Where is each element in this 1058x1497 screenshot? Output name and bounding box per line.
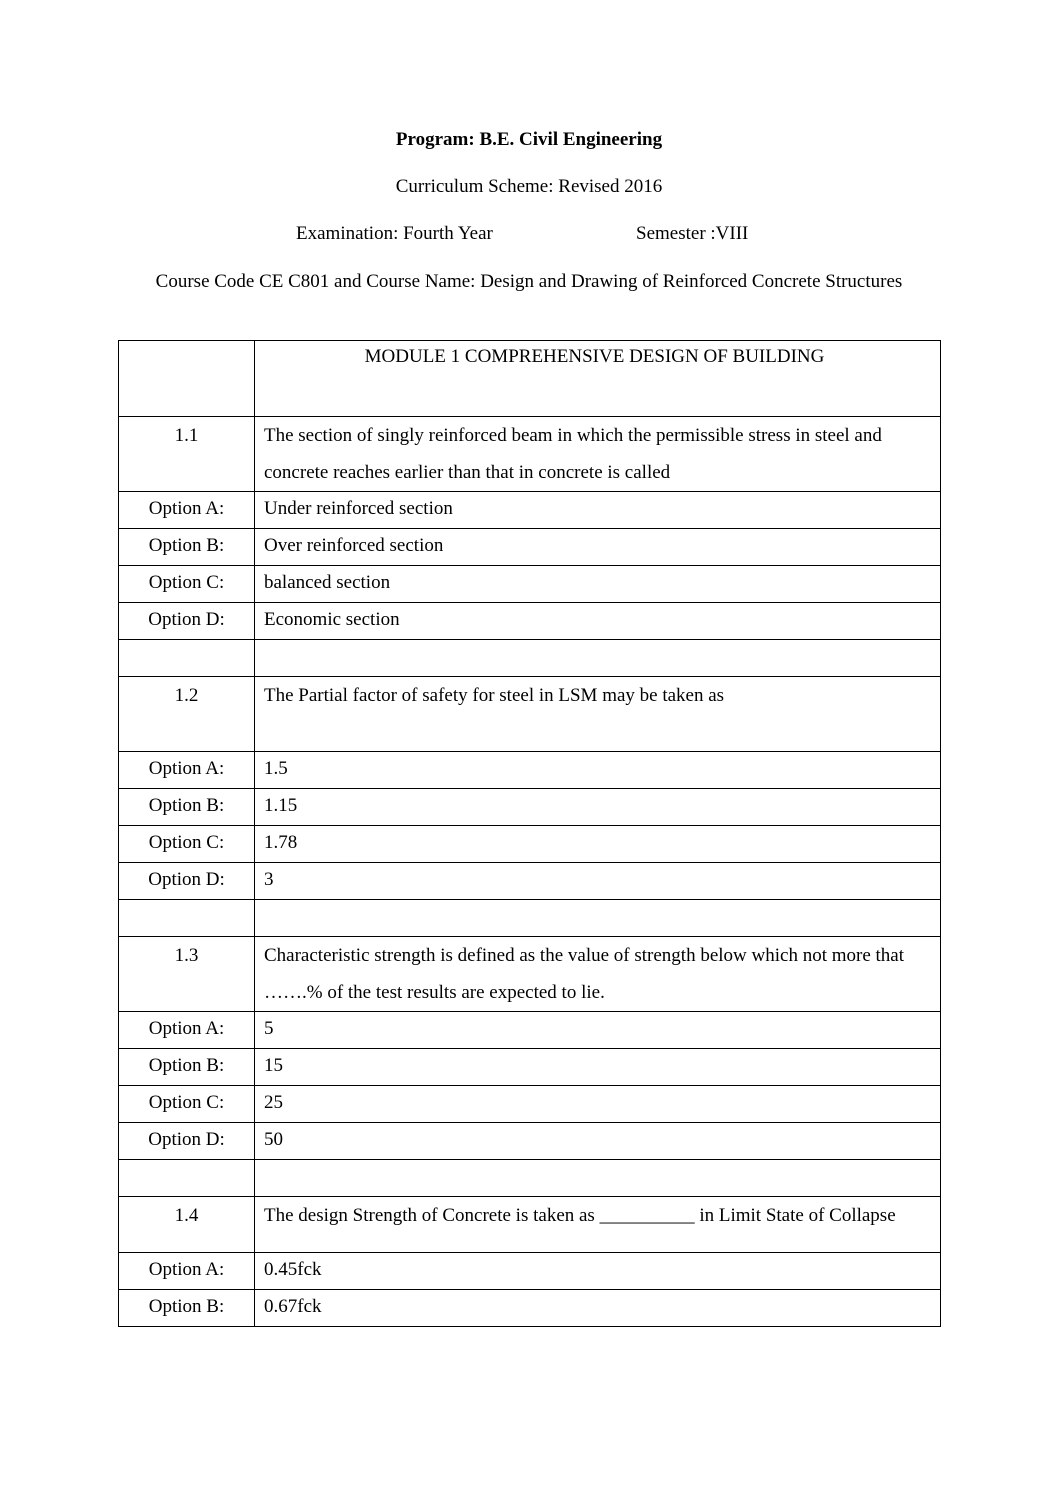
module-title: MODULE 1 COMPREHENSIVE DESIGN OF BUILDING — [255, 341, 941, 417]
question-table — [118, 340, 941, 1327]
option-value: 25 — [255, 1086, 941, 1123]
option-row — [119, 1086, 941, 1123]
option-label: Option D: — [119, 603, 255, 640]
spacer-cell — [119, 640, 255, 677]
question-text: The Partial factor of safety for steel in LSM may be taken as — [255, 677, 941, 752]
question-row — [119, 937, 941, 1012]
option-row — [119, 1012, 941, 1049]
option-value: 1.78 — [255, 826, 941, 863]
question-number: 1.1 — [119, 417, 255, 492]
option-label: Option A: — [119, 1012, 255, 1049]
option-row — [119, 1253, 941, 1290]
spacer-row — [119, 640, 941, 677]
option-row — [119, 1123, 941, 1160]
option-value: Under reinforced section — [255, 492, 941, 529]
option-label: Option B: — [119, 1290, 255, 1327]
option-row — [119, 863, 941, 900]
question-row — [119, 417, 941, 492]
option-value: 50 — [255, 1123, 941, 1160]
option-row — [119, 789, 941, 826]
option-value: Economic section — [255, 603, 941, 640]
option-row — [119, 1290, 941, 1327]
option-label: Option C: — [119, 566, 255, 603]
question-number: 1.2 — [119, 677, 255, 752]
option-label: Option B: — [119, 529, 255, 566]
option-label: Option D: — [119, 1123, 255, 1160]
question-row — [119, 1197, 941, 1253]
curriculum-scheme: Curriculum Scheme: Revised 2016 — [395, 176, 663, 197]
spacer-cell — [119, 900, 255, 937]
option-row — [119, 1049, 941, 1086]
semester-label: Semester :VIII — [636, 223, 749, 244]
question-text: The design Strength of Concrete is taken as __________ in Limit State of Collapse — [255, 1197, 941, 1253]
question-number: 1.3 — [119, 937, 255, 1012]
question-text: Characteristic strength is defined as the value of strength below which not more that …….% of the test results are expected to lie. — [255, 937, 941, 1012]
question-text: The section of singly reinforced beam in which the permissible stress in steel and concrete reaches earlier than that in concrete is called — [255, 417, 941, 492]
spacer-row — [119, 900, 941, 937]
option-label: Option A: — [119, 752, 255, 789]
option-label: Option A: — [119, 1253, 255, 1290]
question-row — [119, 677, 941, 752]
option-label: Option A: — [119, 492, 255, 529]
option-value: balanced section — [255, 566, 941, 603]
option-row — [119, 566, 941, 603]
option-label: Option B: — [119, 1049, 255, 1086]
option-value: 1.15 — [255, 789, 941, 826]
option-value: Over reinforced section — [255, 529, 941, 566]
option-label: Option C: — [119, 1086, 255, 1123]
option-value: 5 — [255, 1012, 941, 1049]
option-value: 1.5 — [255, 752, 941, 789]
question-number: 1.4 — [119, 1197, 255, 1253]
option-row — [119, 752, 941, 789]
option-row — [119, 492, 941, 529]
option-value: 0.67fck — [255, 1290, 941, 1327]
spacer-cell — [255, 1160, 941, 1197]
option-row — [119, 826, 941, 863]
course-heading — [0, 268, 1058, 296]
option-value: 0.45fck — [255, 1253, 941, 1290]
spacer-cell — [255, 900, 941, 937]
option-row — [119, 529, 941, 566]
module-number-cell — [119, 341, 255, 417]
option-value: 15 — [255, 1049, 941, 1086]
spacer-cell — [255, 640, 941, 677]
option-label: Option C: — [119, 826, 255, 863]
spacer-row — [119, 1160, 941, 1197]
option-value: 3 — [255, 863, 941, 900]
spacer-cell — [119, 1160, 255, 1197]
module-row — [119, 341, 941, 417]
course-name: Course Code CE C801 and Course Name: Design and Drawing of Reinforced Concrete Structures — [155, 271, 903, 292]
option-label: Option B: — [119, 789, 255, 826]
option-label: Option D: — [119, 863, 255, 900]
option-row — [119, 603, 941, 640]
program-title: Program: B.E. Civil Engineering — [395, 129, 663, 150]
examination-label: Examination: Fourth Year — [296, 223, 493, 244]
